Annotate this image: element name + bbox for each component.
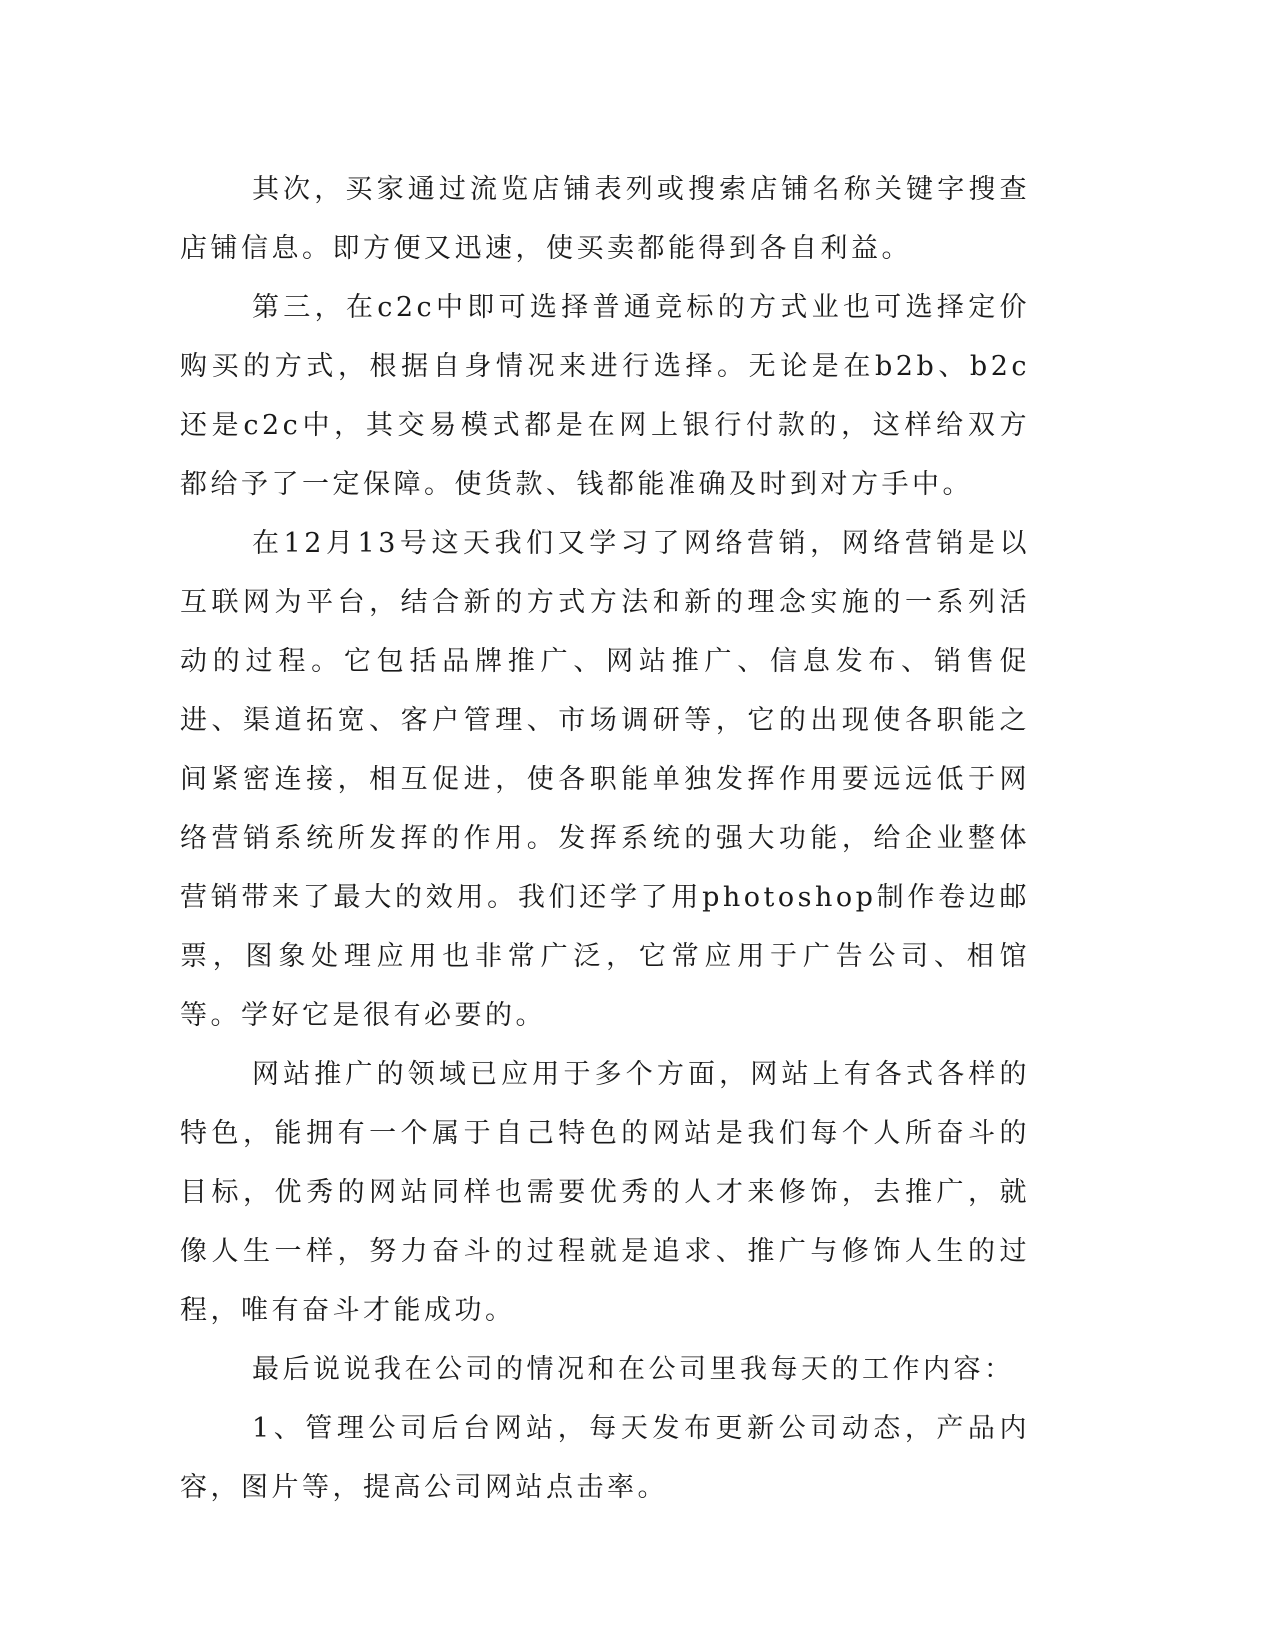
- paragraph-website-promotion: 网站推广的领域已应用于多个方面，网站上有各式各样的特色，能拥有一个属于自己特色的网站是我们每个人所奋斗的目标，优秀的网站同样也需要优秀的人才来修饰，去推广，就像人生一样，努力奋斗的过程就是追求、推广与修饰人生的过程，唯有奋斗才能成功。: [180, 1059, 1030, 1326]
- paragraph-company-intro: 最后说说我在公司的情况和在公司里我每天的工作内容：: [252, 1354, 1015, 1385]
- paragraph-browse-shops: 其次，买家通过流览店铺表列或搜索店铺名称关键字搜查店铺信息。即方便又迅速，使买卖都能得到各自利益。: [180, 174, 1030, 264]
- paragraph-task-1: 1、管理公司后台网站，每天发布更新公司动态，产品内容，图片等，提高公司网站点击率。: [180, 1413, 1030, 1503]
- paragraph-network-marketing: 在12月13号这天我们又学习了网络营销，网络营销是以互联网为平台，结合新的方式方法和新的理念实施的一系列活动的过程。它包括品牌推广、网站推广、信息发布、销售促进、渠道拓宽、客户管理、市场调研等，它的出现使各职能之间紧密连接，相互促进，使各职能单独发挥作用要远远低于网络营销系统所发挥的作用。发挥系统的强大功能，给企业整体营销带来了最大的效用。我们还学了用photoshop制作卷边邮票，图象处理应用也非常广泛，它常应用于广告公司、相馆等。学好它是很有必要的。: [180, 528, 1030, 1031]
- paragraph-c2c-payment: 第三，在c2c中即可选择普通竞标的方式业也可选择定价购买的方式，根据自身情况来进行选择。无论是在b2b、b2c还是c2c中，其交易模式都是在网上银行付款的，这样给双方都给予了一定保障。使货款、钱都能准确及时到对方手中。: [180, 292, 1030, 500]
- document-body: [180, 160, 1030, 1517]
